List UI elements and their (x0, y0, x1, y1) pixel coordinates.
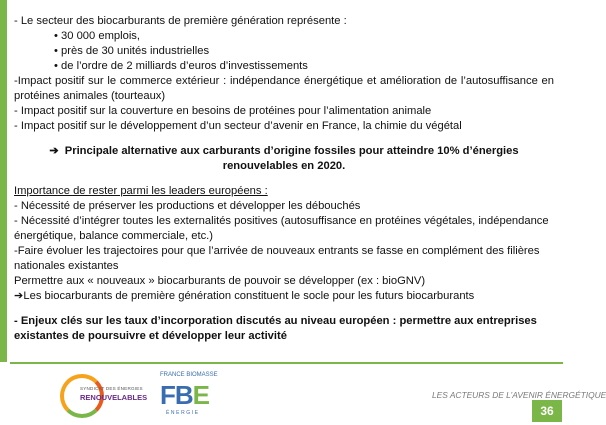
fbe-logo (158, 370, 238, 420)
ser-logo-line2: RENOUVELABLES (80, 393, 148, 402)
arrow-right-icon: ➔ (49, 145, 59, 157)
list-item: - Nécessité de préserver les productions et développer les débouchés (14, 200, 361, 212)
footer (0, 364, 606, 425)
ser-logo-line1: SYNDICAT DES ÉNERGIES (80, 386, 143, 391)
ser-logo (60, 372, 160, 418)
page-number: 36 (532, 400, 562, 422)
impact-trade: -Impact positif sur le commerce extérieur : indépendance énergétique et amélioration de l’autosuffisance en protéines animales (tourteaux) (14, 75, 554, 102)
fbe-logo-bottom: ÉNERGIE (166, 410, 200, 416)
list-item: -Faire évoluer les trajectoires pour que l’arrivée de nouveaux entrants se fasse en complément des filières nationales existantes (14, 245, 540, 272)
bullet-item-units: • près de 30 unités industrielles (54, 45, 210, 57)
arrow-right-icon: ➔ (14, 290, 24, 302)
tagline: LES ACTEURS DE L’AVENIR ÉNERGÉTIQUE (432, 390, 606, 400)
section-heading: Importance de rester parmi les leaders européens : (14, 185, 268, 197)
impact-protein: - Impact positif sur la couverture en besoins de protéines pour l’alimentation animale (14, 105, 432, 117)
fbe-logo-letters: FBE (160, 380, 210, 410)
impact-chemistry: - Impact positif sur le développement d’un secteur d’avenir en France, la chimie du végétal (14, 120, 462, 132)
key-message-text: Principale alternative aux carburants d’origine fossiles pour atteindre 10% d’énergies renouvelables en 2020. (64, 145, 519, 172)
conclusion-line (14, 289, 554, 304)
list-item: Permettre aux « nouveaux » biocarburants de pouvoir se développer (ex : bioGNV) (14, 275, 426, 287)
left-accent-bar (0, 0, 7, 362)
key-message (14, 144, 554, 174)
slide-content (14, 14, 554, 344)
bullet-item-investments: • de l’ordre de 2 milliards d’euros d’investissements (54, 60, 308, 72)
conclusion-text: Les biocarburants de première génération constituent le socle pour les futurs biocarburants (23, 290, 475, 302)
bullet-item-jobs: • 30 000 emplois, (54, 30, 141, 42)
intro-line: - Le secteur des biocarburants de première génération représente : (14, 15, 347, 27)
list-item: - Nécessité d’intégrer toutes les externalités positives (autosuffisance en protéines végétales, indépendance énergétique, balance commerciale, etc.) (14, 215, 549, 242)
final-message: - Enjeux clés sur les taux d’incorporation discutés au niveau européen : permettre aux entreprises existantes de poursuivre et développer leur activité (14, 315, 537, 342)
fbe-logo-top: FRANCE BIOMASSE (160, 372, 218, 378)
